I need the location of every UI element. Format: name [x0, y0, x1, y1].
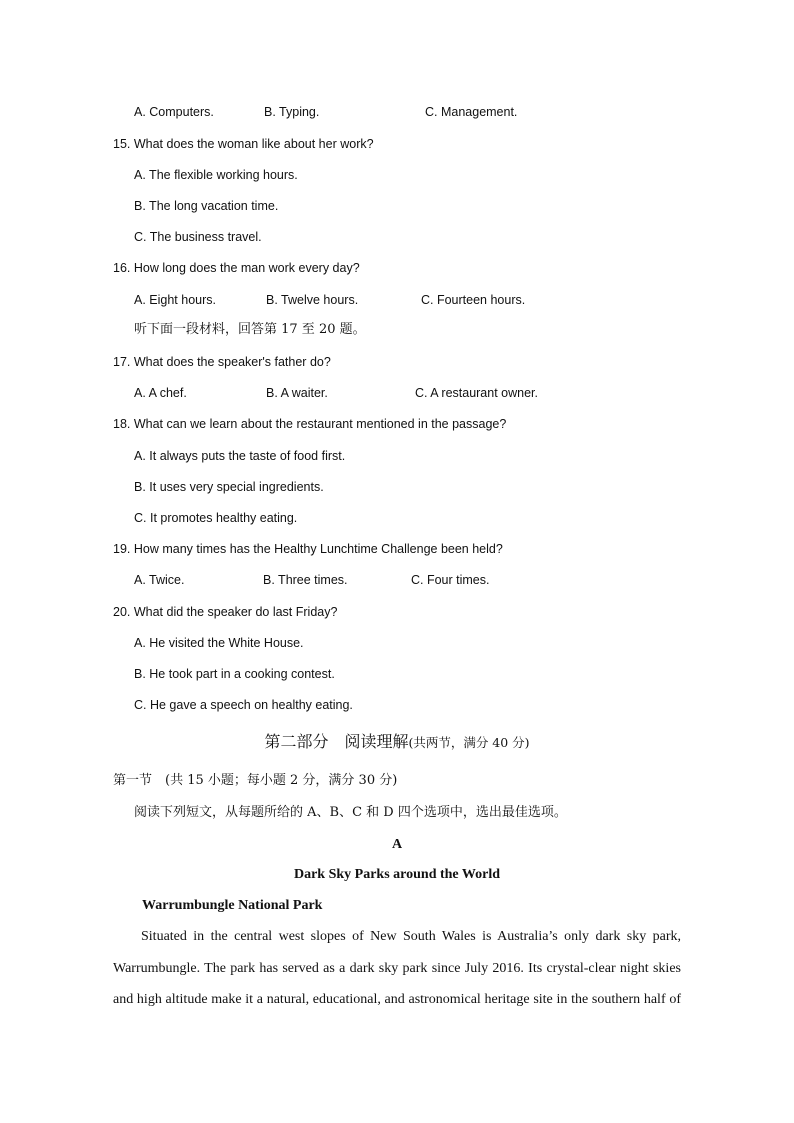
- q17-option-c: C. A restaurant owner.: [415, 386, 538, 400]
- q19-option-b: B. Three times.: [263, 573, 348, 587]
- q16-option-c: C. Fourteen hours.: [421, 293, 526, 307]
- q20-option-c: C. He gave a speech on healthy eating.: [134, 698, 353, 712]
- q19-option-a: A. Twice.: [134, 573, 185, 587]
- passage-subtitle: Warrumbungle National Park: [142, 898, 323, 913]
- q20-question: 20. What did the speaker do last Friday?: [113, 605, 338, 619]
- q14-option-c: C. Management.: [425, 105, 518, 119]
- passage-line-1: Situated in the central west slopes of New South Wales is Australia’s only dark sky park,: [141, 929, 681, 944]
- q15-option-a: A. The flexible working hours.: [134, 168, 298, 182]
- q20-option-a: A. He visited the White House.: [134, 636, 304, 650]
- q18-option-b: B. It uses very special ingredients.: [134, 480, 324, 494]
- part2-title: 第二部分 阅读理解: [264, 732, 409, 751]
- q19-option-c: C. Four times.: [411, 573, 490, 587]
- instruction-17-20: 听下面一段材料，回答第 17 至 20 题。: [134, 322, 366, 337]
- q20-option-b: B. He took part in a cooking contest.: [134, 667, 335, 681]
- part2-note: (共两节，满分 40 分): [408, 735, 530, 750]
- q14-option-b: B. Typing.: [264, 105, 320, 119]
- q18-option-c: C. It promotes healthy eating.: [134, 511, 298, 525]
- q18-question: 18. What can we learn about the restaurant mentioned in the passage?: [113, 417, 507, 431]
- passage-line-3: and high altitude make it a natural, educational, and astronomical heritage site in the southern half of: [113, 992, 681, 1007]
- section1-instruction: 阅读下列短文，从每题所给的 A、B、C 和 D 四个选项中，选出最佳选项。: [134, 805, 567, 820]
- q17-question: 17. What does the speaker's father do?: [113, 355, 331, 369]
- q16-option-b: B. Twelve hours.: [266, 293, 359, 307]
- passage-line-2: Warrumbungle. The park has served as a dark sky park since July 2016. Its crystal-clear night skies: [113, 961, 681, 976]
- q19-question: 19. How many times has the Healthy Lunchtime Challenge been held?: [113, 542, 503, 556]
- q15-question: 15. What does the woman like about her work?: [113, 137, 374, 151]
- q15-option-c: C. The business travel.: [134, 230, 262, 244]
- q14-option-a: A. Computers.: [134, 105, 214, 119]
- section1-title: 第一节 (共 15 小题；每小题 2 分，满分 30 分): [113, 773, 398, 788]
- q16-question: 16. How long does the man work every day?: [113, 261, 360, 275]
- passage-letter: A: [391, 837, 403, 852]
- q15-option-b: B. The long vacation time.: [134, 199, 279, 213]
- part2-heading: [0, 732, 794, 753]
- q17-option-a: A. A chef.: [134, 386, 187, 400]
- passage-title: Dark Sky Parks around the World: [293, 867, 501, 882]
- q16-option-a: A. Eight hours.: [134, 293, 216, 307]
- q17-option-b: B. A waiter.: [266, 386, 328, 400]
- q18-option-a: A. It always puts the taste of food first.: [134, 449, 346, 463]
